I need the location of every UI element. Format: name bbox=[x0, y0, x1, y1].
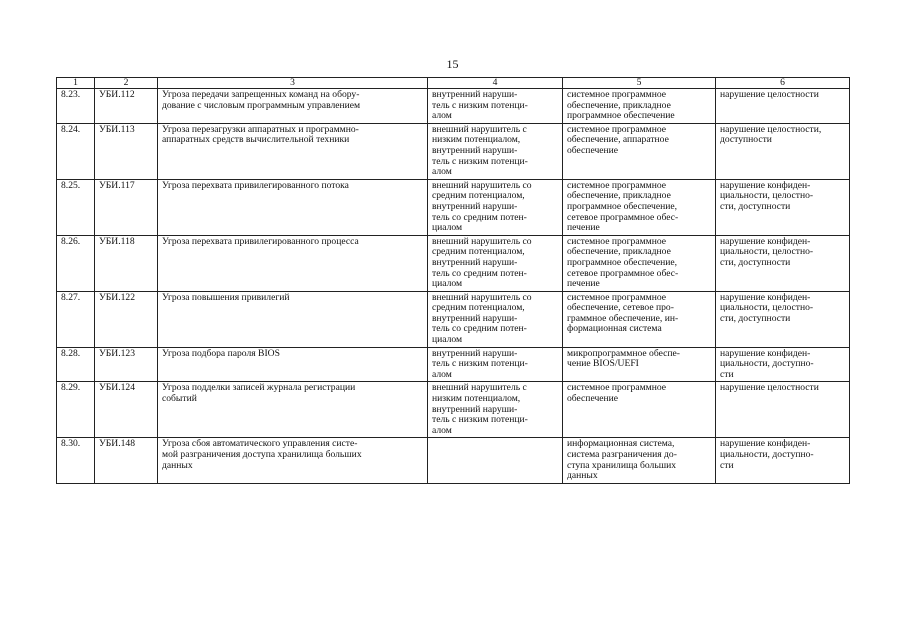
table-row bbox=[57, 438, 850, 483]
impact-object: системное программное обеспечение, прикладное программное обеспечение bbox=[563, 89, 716, 124]
threat-code: УБИ.118 bbox=[95, 235, 158, 291]
table-row bbox=[57, 347, 850, 382]
threat-code: УБИ.113 bbox=[95, 123, 158, 179]
table-row bbox=[57, 382, 850, 438]
impact-object: системное программное обеспечение bbox=[563, 382, 716, 438]
consequence: нарушение конфиден- циальности, целостно- сти, доступности bbox=[716, 179, 850, 235]
threat-code: УБИ.123 bbox=[95, 347, 158, 382]
consequence: нарушение целостности bbox=[716, 89, 850, 124]
column-header-1: 1 bbox=[57, 78, 95, 89]
threats-table bbox=[56, 77, 850, 484]
intruder-type: внутренний наруши- тель с низким потенци- алом bbox=[428, 89, 563, 124]
intruder-type: внешний нарушитель со средним потенциалом, внутренний наруши- тель со средним потен- циалом bbox=[428, 235, 563, 291]
consequence: нарушение конфиден- циальности, доступно- сти bbox=[716, 347, 850, 382]
table-row bbox=[57, 179, 850, 235]
column-header-4: 4 bbox=[428, 78, 563, 89]
intruder-type: внешний нарушитель с низким потенциалом, внутренний наруши- тель с низким потенци- алом bbox=[428, 123, 563, 179]
intruder-type: внутренний наруши- тель с низким потенци- алом bbox=[428, 347, 563, 382]
threat-code: УБИ.124 bbox=[95, 382, 158, 438]
threat-description: Угроза подбора пароля BIOS bbox=[158, 347, 428, 382]
header-row bbox=[57, 78, 850, 89]
intruder-type: внешний нарушитель со средним потенциалом, внутренний наруши- тель со средним потен- циалом bbox=[428, 179, 563, 235]
table-row bbox=[57, 123, 850, 179]
threat-code: УБИ.122 bbox=[95, 291, 158, 347]
impact-object: системное программное обеспечение, прикладное программное обеспечение, сетевое программное обес- печение bbox=[563, 179, 716, 235]
consequence: нарушение конфиден- циальности, целостно- сти, доступности bbox=[716, 235, 850, 291]
row-number: 8.25. bbox=[57, 179, 95, 235]
threat-description: Угроза передачи запрещенных команд на обору- дование с числовым программным управлением bbox=[158, 89, 428, 124]
page-number: 15 bbox=[446, 57, 459, 71]
column-header-3: 3 bbox=[158, 78, 428, 89]
threat-code: УБИ.117 bbox=[95, 179, 158, 235]
impact-object: микропрограммное обеспе- чение BIOS/UEFI bbox=[563, 347, 716, 382]
intruder-type: внешний нарушитель со средним потенциалом, внутренний наруши- тель со средним потен- циалом bbox=[428, 291, 563, 347]
row-number: 8.26. bbox=[57, 235, 95, 291]
intruder-type bbox=[428, 438, 563, 483]
threat-description: Угроза перехвата привилегированного процесса bbox=[158, 235, 428, 291]
consequence: нарушение целостности, доступности bbox=[716, 123, 850, 179]
intruder-type: внешний нарушитель с низким потенциалом, внутренний наруши- тель с низким потенци- алом bbox=[428, 382, 563, 438]
threat-description: Угроза перехвата привилегированного потока bbox=[158, 179, 428, 235]
column-header-6: 6 bbox=[716, 78, 850, 89]
consequence: нарушение целостности bbox=[716, 382, 850, 438]
row-number: 8.30. bbox=[57, 438, 95, 483]
impact-object: системное программное обеспечение, аппаратное обеспечение bbox=[563, 123, 716, 179]
impact-object: системное программное обеспечение, прикладное программное обеспечение, сетевое программное обес- печение bbox=[563, 235, 716, 291]
column-header-2: 2 bbox=[95, 78, 158, 89]
row-number: 8.27. bbox=[57, 291, 95, 347]
threat-description: Угроза перезагрузки аппаратных и программно- аппаратных средств вычислительной техники bbox=[158, 123, 428, 179]
row-number: 8.28. bbox=[57, 347, 95, 382]
table-row bbox=[57, 235, 850, 291]
threat-code: УБИ.112 bbox=[95, 89, 158, 124]
row-number: 8.24. bbox=[57, 123, 95, 179]
threat-description: Угроза повышения привилегий bbox=[158, 291, 428, 347]
consequence: нарушение конфиден- циальности, доступно- сти bbox=[716, 438, 850, 483]
threat-code: УБИ.148 bbox=[95, 438, 158, 483]
column-header-5: 5 bbox=[563, 78, 716, 89]
row-number: 8.23. bbox=[57, 89, 95, 124]
impact-object: информационная система, система разграничения до- ступа хранилища больших данных bbox=[563, 438, 716, 483]
threat-description: Угроза сбоя автоматического управления систе- мой разграничения доступа хранилища больших данных bbox=[158, 438, 428, 483]
threat-description: Угроза подделки записей журнала регистрации событий bbox=[158, 382, 428, 438]
table-row bbox=[57, 89, 850, 124]
impact-object: системное программное обеспечение, сетевое про- граммное обеспечение, ин- формационная система bbox=[563, 291, 716, 347]
table-row bbox=[57, 291, 850, 347]
consequence: нарушение конфиден- циальности, целостно- сти, доступности bbox=[716, 291, 850, 347]
row-number: 8.29. bbox=[57, 382, 95, 438]
